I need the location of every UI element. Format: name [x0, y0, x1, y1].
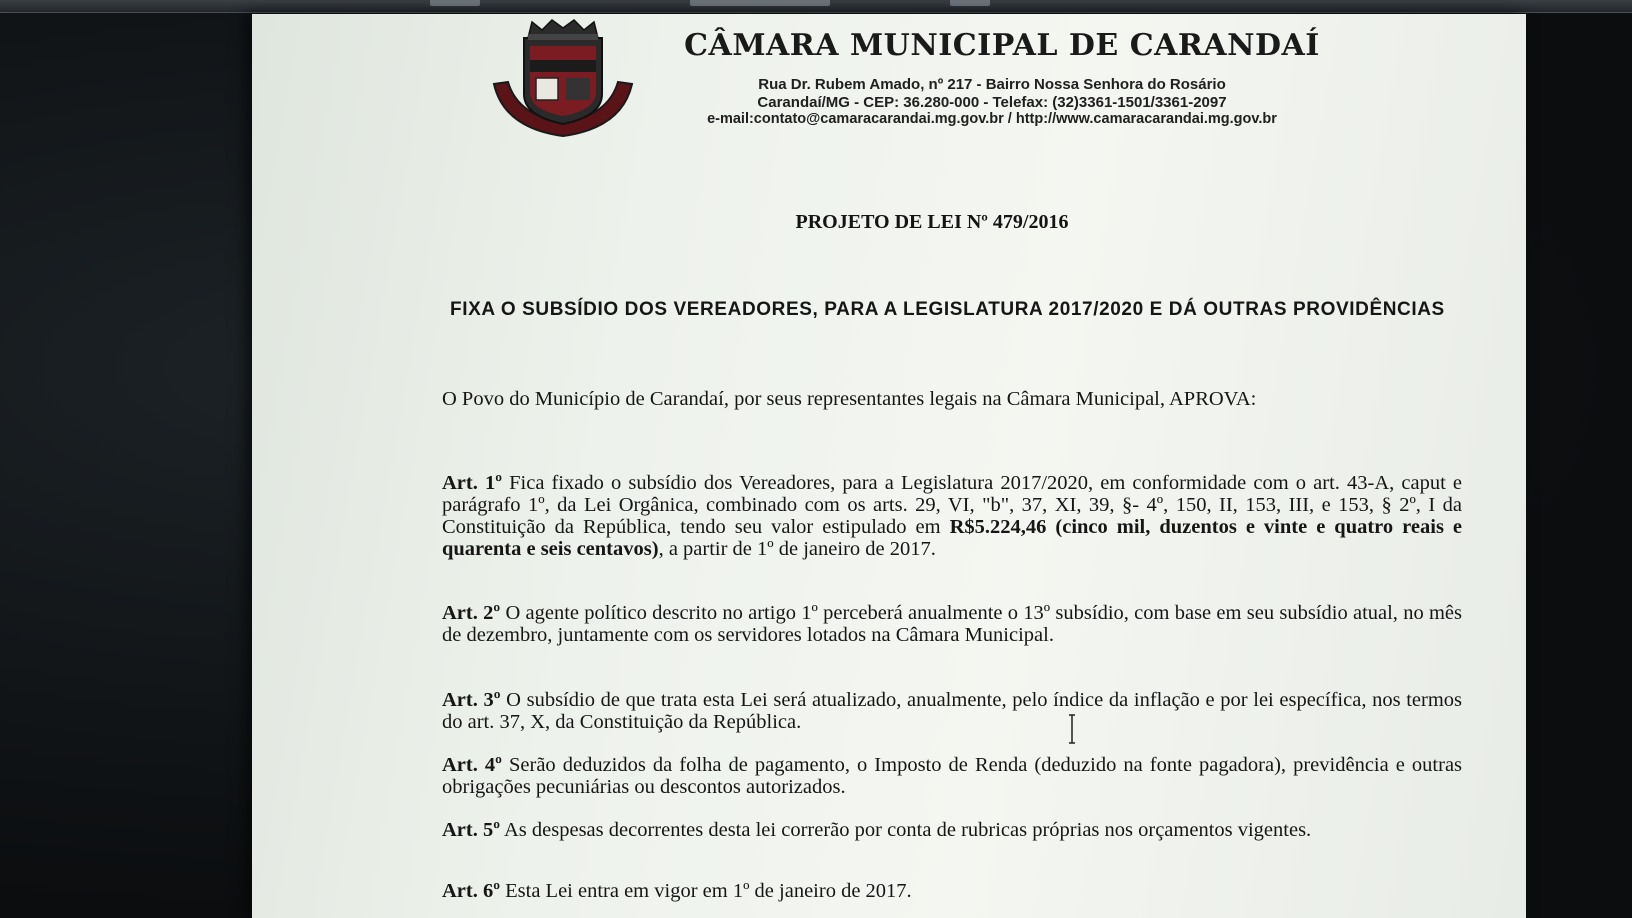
chamber-city-phone: Carandaí/MG - CEP: 36.280-000 - Telefax: (32)3361-1501/3361-2097 [757, 94, 1227, 111]
article-text: As despesas decorrentes desta lei correrão por conta de rubricas próprias nos orçamentos vigentes. [504, 819, 1312, 841]
toolbar-tab[interactable] [950, 0, 990, 6]
chamber-title: CÂMARA MUNICIPAL DE CARANDAÍ [684, 28, 1320, 63]
article-label: Art. 3º [442, 689, 501, 711]
chamber-address: Rua Dr. Rubem Amado, nº 217 - Bairro Nossa Senhora do Rosário [758, 76, 1226, 93]
article-5 [442, 819, 1462, 841]
article-text: Serão deduzidos da folha de pagamento, o Imposto de Renda (deduzido na fonte pagadora), previdência e outras obrigações pecuniárias ou descontos autorizados. [442, 754, 1463, 798]
article-6 [442, 880, 1462, 902]
article-amount: R$5.224,46 (cinco mil, duzentos e vinte e quatro reais e quarenta e seis centavos) [442, 516, 1463, 560]
article-label: Art. 1º [442, 472, 502, 494]
toolbar-tab[interactable] [430, 0, 480, 6]
text-cursor-icon [1067, 714, 1077, 744]
article-1 [442, 472, 1462, 560]
document-page [252, 14, 1526, 918]
bill-number: PROJETO DE LEI Nº 479/2016 [795, 211, 1069, 233]
window-top-bar [0, 0, 1632, 13]
article-label: Art. 5º [442, 819, 500, 841]
article-2 [442, 602, 1462, 646]
article-3 [442, 689, 1462, 733]
article-label: Art. 2º [442, 602, 501, 624]
toolbar-tab[interactable] [690, 0, 830, 6]
preamble: O Povo do Município de Carandaí, por seus representantes legais na Câmara Municipal, APROVA: [442, 388, 1257, 410]
article-text: O agente político descrito no artigo 1º perceberá anualmente o 13º subsídio, com base em seu subsídio atual, no mês de dezembro, juntamente com os servidores lotados na Câmara Municipal. [442, 602, 1463, 646]
article-text: O subsídio de que trata esta Lei será atualizado, anualmente, pelo índice da inflação e por lei específica, nos termos do art. 37, X, da Constituição da República. [442, 689, 1462, 733]
article-label: Art. 4º [442, 754, 502, 776]
article-text: Esta Lei entra em vigor em 1º de janeiro de 2017. [505, 880, 912, 902]
chamber-contact: e-mail:contato@camaracarandai.mg.gov.br / http://www.camaracarandai.mg.gov.br [707, 111, 1277, 127]
article-label: Art. 6º [442, 880, 500, 902]
article-text: Fica fixado o subsídio dos Vereadores, para a Legislatura 2017/2020, em conformidade com o art. 43-A, caput e parágrafo 1º, da Lei Orgânica, combinado com os arts. 29, VI, "b", 37, XI, 39, §- 4º, 150, II, 153, III, e 153, § 2º, I da Constituição da República, tendo seu valor estipulado em [442, 472, 1463, 538]
bill-summary: FIXA O SUBSÍDIO DOS VEREADORES, PARA A LEGISLATURA 2017/2020 E DÁ OUTRAS PROVIDÊNCIAS [450, 299, 1445, 320]
article-4 [442, 754, 1462, 798]
article-text-end: , a partir de 1º de janeiro de 2017. [658, 538, 936, 560]
